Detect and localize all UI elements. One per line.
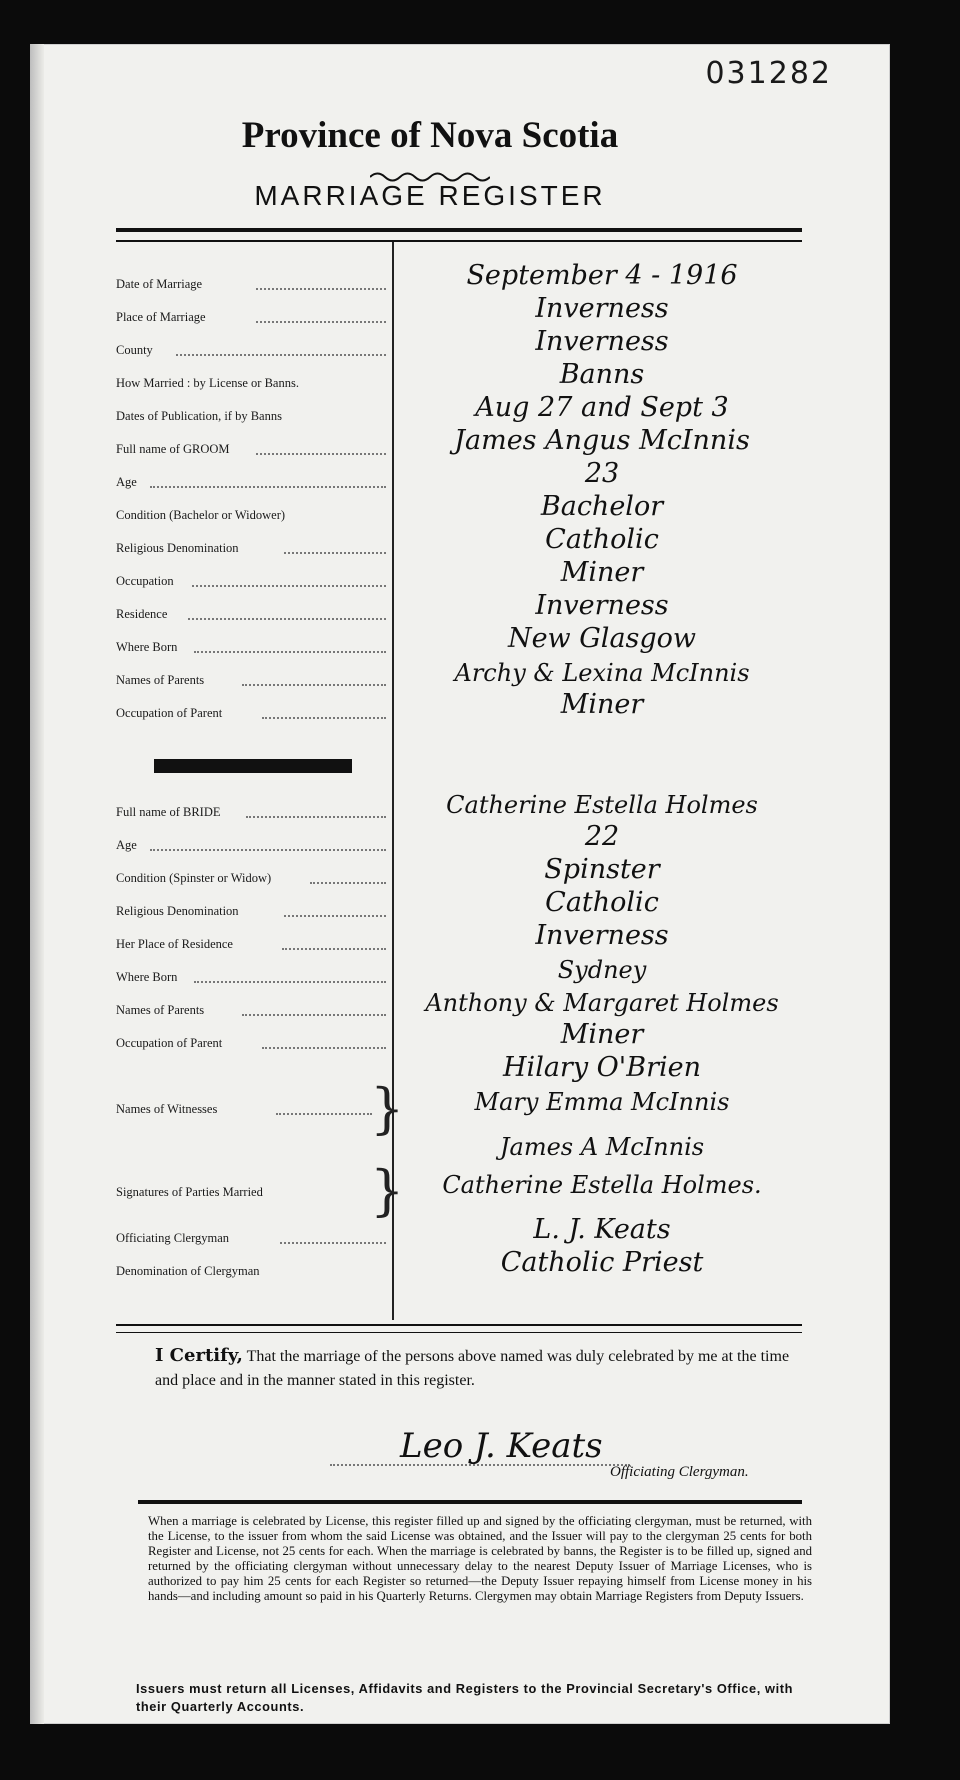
field-label: Religious Denomination: [116, 904, 239, 918]
field-label: How Married : by License or Banns.: [116, 376, 299, 390]
signature-row: [116, 1130, 806, 1164]
leader-dots: [256, 321, 386, 323]
leader-dots: [192, 585, 386, 587]
field-row: [116, 293, 806, 327]
field-label: Age: [116, 838, 137, 852]
page-title: Province of Nova Scotia: [241, 115, 619, 156]
field-label: County: [116, 343, 153, 357]
certify-lead: I Certify,: [155, 1345, 243, 1366]
leader-dots: [246, 816, 386, 818]
leader-dots: [242, 1014, 386, 1016]
instructions-notice: When a marriage is celebrated by License, this register filled up and signed by the officiating clergyman, must be returned, with the License, to the issuer from whom the said License was obtained, and the Issuer will pay to the clergyman 25 cents for both Register and License, not 25 cents for each. When the marriage is celebrated by banns, the Register is to be filled up, signed and returned by the officiating clergyman without unnecessary delay to the nearest Deputy Issuer of Marriage Licenses, who is authorized to pay him 25 cents for each Register so returned—the Deputy Issuer repaying himself from License money in his hands—and including amount so paid in his Quarterly Returns. Clergymen may obtain Marriage Registers from Deputy Issuers.: [148, 1514, 812, 1603]
field-row: [116, 920, 806, 954]
witness-brace: }: [370, 1077, 405, 1140]
field-label: Full name of GROOM: [116, 442, 230, 456]
field-row: [116, 557, 806, 591]
field-row: [116, 689, 806, 723]
issuers-notice: Issuers must return all Licenses, Affidavits and Registers to the Provincial Secretary's Office, with their Quarterly Accounts.: [136, 1681, 793, 1714]
witness-name: Hilary O'Brien: [503, 1052, 701, 1083]
field-row: [116, 986, 806, 1020]
top-rule: [116, 228, 802, 242]
field-value: L. J. Keats: [533, 1214, 671, 1245]
register-form: [30, 44, 890, 1724]
leader-dots: [280, 1242, 386, 1244]
field-value: Archy & Lexina McInnis: [454, 659, 750, 687]
leader-dots: [284, 552, 386, 554]
field-row: [116, 458, 806, 492]
field-row: [116, 491, 806, 525]
leader-dots: [188, 618, 386, 620]
certification-statement: [155, 1344, 815, 1393]
field-value: Miner: [560, 1019, 644, 1050]
field-label: Condition (Bachelor or Widower): [116, 508, 286, 522]
field-row: [116, 524, 806, 558]
field-row: [116, 326, 806, 360]
leader-dots: [242, 684, 386, 686]
field-value: James Angus McInnis: [454, 425, 750, 456]
leader-dots: [276, 1113, 372, 1115]
field-label: Residence: [116, 607, 168, 621]
signature-brace: }: [370, 1159, 405, 1222]
leader-dots: [256, 453, 386, 455]
signature-row: [116, 1168, 806, 1202]
field-row: [116, 821, 806, 855]
field-value: September 4 - 1916: [466, 260, 738, 291]
field-value: Inverness: [535, 920, 669, 951]
field-label: Condition (Spinster or Widow): [116, 871, 272, 885]
field-label: Officiating Clergyman: [116, 1231, 230, 1245]
field-label: Full name of BRIDE: [116, 805, 221, 819]
field-row: [116, 1214, 806, 1248]
field-value: Catholic: [545, 887, 659, 918]
field-label: Age: [116, 475, 137, 489]
signature-caption: Officiating Clergyman.: [610, 1464, 749, 1480]
leader-dots: [150, 486, 386, 488]
field-row: [116, 953, 806, 987]
field-row: [116, 392, 806, 426]
field-value: Inverness: [535, 590, 669, 621]
field-value: Spinster: [544, 854, 660, 885]
field-label: Religious Denomination: [116, 541, 239, 555]
signature-name: Catherine Estella Holmes.: [442, 1171, 762, 1199]
field-label: Occupation: [116, 574, 174, 588]
leader-dots: [194, 981, 386, 983]
field-value: Miner: [560, 557, 644, 588]
field-row: [116, 359, 806, 393]
field-value: 23: [584, 458, 620, 489]
field-label: Names of Parents: [116, 673, 205, 687]
field-value: Catholic Priest: [500, 1247, 704, 1278]
field-value: Inverness: [535, 293, 669, 324]
field-label: Place of Marriage: [116, 310, 206, 324]
witnesses-label: Names of Witnesses: [116, 1102, 218, 1116]
field-row: [116, 1019, 806, 1053]
section-divider-bar: [154, 759, 352, 773]
witness-row: [116, 1052, 806, 1086]
field-row: [116, 887, 806, 921]
field-value: Banns: [559, 359, 645, 390]
field-label: Dates of Publication, if by Banns: [116, 409, 282, 423]
leader-dots: [262, 1047, 386, 1049]
field-label: Occupation of Parent: [116, 1036, 223, 1050]
field-value: Sydney: [557, 956, 647, 984]
leader-dots: [310, 882, 386, 884]
field-value: Aug 27 and Sept 3: [475, 392, 729, 423]
middle-rule: [116, 1324, 802, 1333]
form-subtitle: MARRIAGE REGISTER: [254, 180, 606, 211]
field-label: Date of Marriage: [116, 277, 203, 291]
field-value: Anthony & Margaret Holmes: [425, 989, 779, 1017]
field-value: Bachelor: [540, 491, 664, 522]
field-value: Catherine Estella Holmes: [446, 791, 758, 819]
field-row: [116, 656, 806, 690]
leader-dots: [256, 288, 386, 290]
signature-name: James A McInnis: [499, 1133, 705, 1161]
signature-line: [330, 1464, 630, 1466]
leader-dots: [282, 948, 386, 950]
field-label: Names of Parents: [116, 1003, 205, 1017]
bottom-rule: [138, 1500, 802, 1504]
field-row: [116, 1247, 806, 1281]
field-value: Catholic: [545, 524, 659, 555]
field-row: [116, 788, 806, 822]
field-row: [116, 623, 806, 657]
field-row: [116, 425, 806, 459]
leader-dots: [194, 651, 386, 653]
signatures-label: Signatures of Parties Married: [116, 1185, 263, 1199]
register-number: 031282: [705, 56, 832, 91]
field-label: Occupation of Parent: [116, 706, 223, 720]
leader-dots: [284, 915, 386, 917]
leader-dots: [176, 354, 386, 356]
field-label: Where Born: [116, 640, 178, 654]
witness-row: [116, 1085, 806, 1119]
certify-text: That the marriage of the persons above named was duly celebrated by me at the time and place and in the manner stated in this register.: [155, 1348, 790, 1389]
leader-dots: [150, 849, 386, 851]
field-row: [116, 590, 806, 624]
field-label: Where Born: [116, 970, 178, 984]
field-value: Miner: [560, 689, 644, 720]
clergyman-signature: Leo J. Keats: [400, 1426, 603, 1466]
field-value: 22: [584, 821, 620, 852]
field-label: Denomination of Clergyman: [116, 1264, 260, 1278]
field-row: [116, 260, 806, 294]
field-row: [116, 854, 806, 888]
field-value: New Glasgow: [507, 623, 697, 654]
leader-dots: [262, 717, 386, 719]
field-label: Her Place of Residence: [116, 937, 233, 951]
witness-name: Mary Emma McInnis: [474, 1088, 730, 1116]
field-value: Inverness: [535, 326, 669, 357]
